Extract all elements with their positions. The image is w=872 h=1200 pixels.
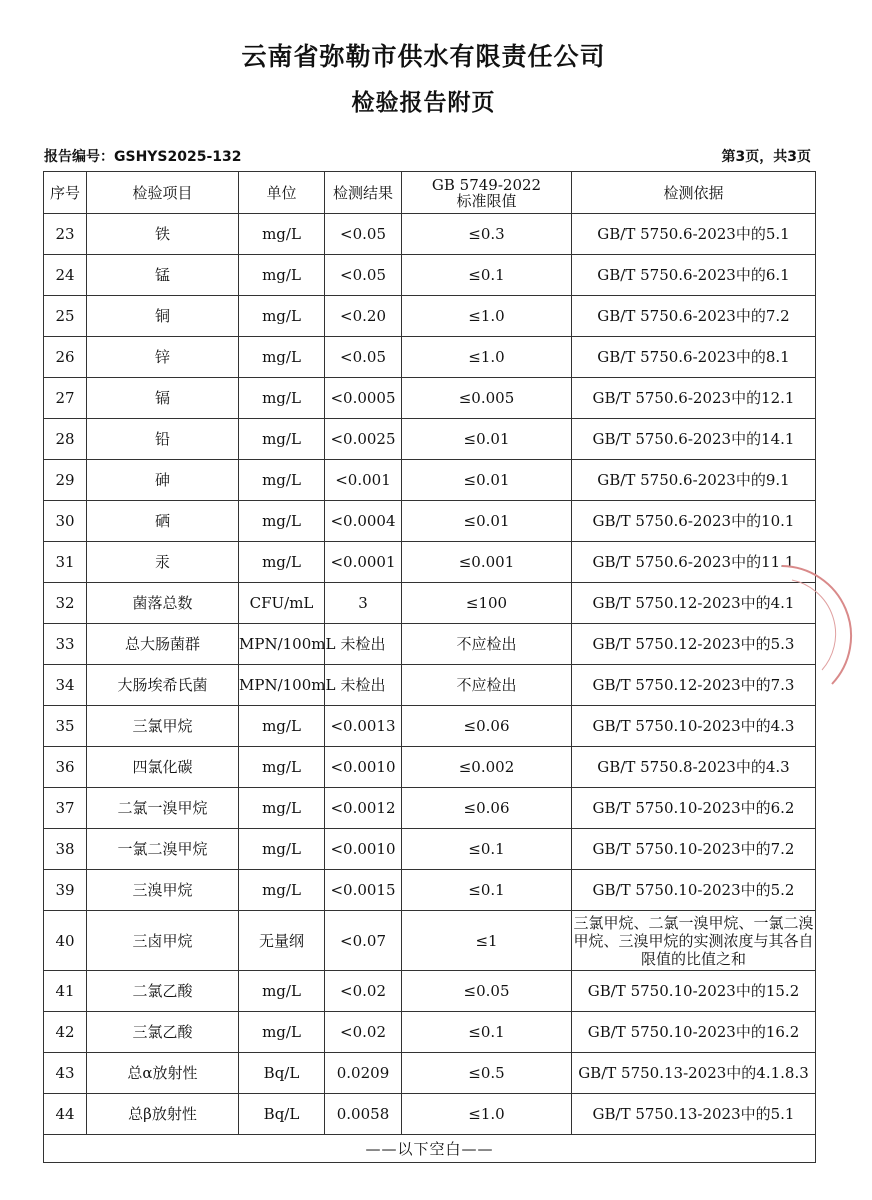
table-row <box>44 1094 816 1135</box>
cell-unit: mg/L <box>239 501 325 542</box>
cell-result: <0.0025 <box>325 419 402 460</box>
cell-limit: ≤1.0 <box>402 1094 572 1135</box>
col-header-standard: GB 5749-2022 <box>431 175 542 194</box>
cell-limit: ≤0.1 <box>402 255 572 296</box>
cell-item: 大肠埃希氏菌 <box>87 665 239 706</box>
cell-limit: ≤0.001 <box>402 542 572 583</box>
cell-item: 汞 <box>87 542 239 583</box>
cell-basis: GB/T 5750.13-2023中的4.1.8.3 <box>572 1053 816 1094</box>
cell-basis: GB/T 5750.6-2023中的5.1 <box>572 214 816 255</box>
cell-result: <0.0001 <box>325 542 402 583</box>
cell-limit: ≤0.002 <box>402 747 572 788</box>
cell-basis: GB/T 5750.6-2023中的14.1 <box>572 419 816 460</box>
results-table <box>43 171 816 1163</box>
cell-basis: GB/T 5750.6-2023中的6.1 <box>572 255 816 296</box>
cell-item: 砷 <box>87 460 239 501</box>
cell-result: <0.02 <box>325 1012 402 1053</box>
cell-unit: mg/L <box>239 829 325 870</box>
cell-item: 四氯化碳 <box>87 747 239 788</box>
cell-no: 39 <box>44 870 87 911</box>
cell-unit: mg/L <box>239 971 325 1012</box>
cell-unit: mg/L <box>239 378 325 419</box>
cell-basis: GB/T 5750.13-2023中的5.1 <box>572 1094 816 1135</box>
cell-result: <0.05 <box>325 337 402 378</box>
cell-limit: ≤0.01 <box>402 460 572 501</box>
cell-item: 三溴甲烷 <box>87 870 239 911</box>
cell-basis: GB/T 5750.6-2023中的7.2 <box>572 296 816 337</box>
cell-item: 铁 <box>87 214 239 255</box>
cell-limit: ≤1 <box>402 911 572 971</box>
cell-unit: mg/L <box>239 460 325 501</box>
cell-unit: mg/L <box>239 214 325 255</box>
cell-result: 0.0058 <box>325 1094 402 1135</box>
cell-basis: GB/T 5750.10-2023中的4.3 <box>572 706 816 747</box>
cell-limit: ≤0.05 <box>402 971 572 1012</box>
cell-item: 二氯乙酸 <box>87 971 239 1012</box>
cell-limit: ≤0.3 <box>402 214 572 255</box>
company-title: 云南省弥勒市供水有限责任公司 <box>241 42 606 71</box>
cell-result: <0.0012 <box>325 788 402 829</box>
cell-item: 二氯一溴甲烷 <box>87 788 239 829</box>
cell-no: 34 <box>44 665 87 706</box>
table-row <box>44 747 816 788</box>
table-row <box>44 1012 816 1053</box>
blank-below-note: ——以下空白—— <box>44 1135 816 1163</box>
cell-item: 镉 <box>87 378 239 419</box>
table-row <box>44 214 816 255</box>
cell-unit: MPN/100mL <box>239 665 325 706</box>
table-row <box>44 706 816 747</box>
table-row <box>44 1053 816 1094</box>
cell-item: 铅 <box>87 419 239 460</box>
cell-no: 26 <box>44 337 87 378</box>
cell-basis: GB/T 5750.6-2023中的10.1 <box>572 501 816 542</box>
cell-no: 37 <box>44 788 87 829</box>
cell-basis: GB/T 5750.12-2023中的4.1 <box>572 583 816 624</box>
cell-limit: ≤0.1 <box>402 870 572 911</box>
col-header-no: 序号 <box>44 172 87 214</box>
cell-result: <0.0010 <box>325 747 402 788</box>
cell-basis: GB/T 5750.10-2023中的7.2 <box>572 829 816 870</box>
col-header-limit-label: 标准限值 <box>456 191 517 210</box>
report-title: 检验报告附页 <box>351 90 496 116</box>
col-header-unit: 单位 <box>239 172 325 214</box>
table-row <box>44 255 816 296</box>
cell-unit: mg/L <box>239 706 325 747</box>
cell-basis: GB/T 5750.12-2023中的7.3 <box>572 665 816 706</box>
cell-no: 36 <box>44 747 87 788</box>
cell-limit: ≤0.1 <box>402 829 572 870</box>
table-row <box>44 971 816 1012</box>
cell-no: 38 <box>44 829 87 870</box>
cell-basis: GB/T 5750.6-2023中的8.1 <box>572 337 816 378</box>
table-body <box>44 214 816 1135</box>
cell-item: 总大肠菌群 <box>87 624 239 665</box>
col-header-item: 检验项目 <box>87 172 239 214</box>
cell-item: 总α放射性 <box>87 1053 239 1094</box>
cell-item: 锌 <box>87 337 239 378</box>
cell-result: <0.02 <box>325 971 402 1012</box>
cell-result: 未检出 <box>325 665 402 706</box>
table-row <box>44 583 816 624</box>
cell-item: 一氯二溴甲烷 <box>87 829 239 870</box>
cell-result: <0.0004 <box>325 501 402 542</box>
table-footer-row <box>44 1135 816 1163</box>
cell-limit: ≤0.06 <box>402 706 572 747</box>
cell-no: 40 <box>44 911 87 971</box>
table-row <box>44 296 816 337</box>
cell-no: 33 <box>44 624 87 665</box>
report-number: 报告编号：GSHYS2025-132 <box>44 149 242 165</box>
cell-unit: Bq/L <box>239 1053 325 1094</box>
cell-basis: GB/T 5750.10-2023中的6.2 <box>572 788 816 829</box>
cell-unit: mg/L <box>239 296 325 337</box>
cell-limit: 不应检出 <box>402 624 572 665</box>
cell-result: <0.0005 <box>325 378 402 419</box>
cell-result: <0.05 <box>325 214 402 255</box>
cell-item: 锰 <box>87 255 239 296</box>
cell-no: 31 <box>44 542 87 583</box>
cell-limit: ≤100 <box>402 583 572 624</box>
table-row <box>44 337 816 378</box>
cell-basis: GB/T 5750.10-2023中的16.2 <box>572 1012 816 1053</box>
cell-result: 未检出 <box>325 624 402 665</box>
cell-limit: ≤0.5 <box>402 1053 572 1094</box>
table-row <box>44 378 816 419</box>
cell-unit: 无量纲 <box>239 911 325 971</box>
cell-no: 28 <box>44 419 87 460</box>
cell-no: 32 <box>44 583 87 624</box>
cell-no: 29 <box>44 460 87 501</box>
cell-result: 0.0209 <box>325 1053 402 1094</box>
cell-result: <0.0010 <box>325 829 402 870</box>
table-row <box>44 788 816 829</box>
cell-no: 30 <box>44 501 87 542</box>
cell-no: 27 <box>44 378 87 419</box>
cell-unit: mg/L <box>239 255 325 296</box>
cell-result: <0.0013 <box>325 706 402 747</box>
cell-basis: 三氯甲烷、二氯一溴甲烷、一氯二溴甲烷、三溴甲烷的实测浓度与其各自限值的比值之和 <box>572 911 816 971</box>
cell-no: 25 <box>44 296 87 337</box>
cell-no: 44 <box>44 1094 87 1135</box>
cell-result: 3 <box>325 583 402 624</box>
cell-no: 43 <box>44 1053 87 1094</box>
cell-result: <0.05 <box>325 255 402 296</box>
cell-unit: Bq/L <box>239 1094 325 1135</box>
cell-no: 42 <box>44 1012 87 1053</box>
cell-item: 三卤甲烷 <box>87 911 239 971</box>
cell-unit: mg/L <box>239 788 325 829</box>
cell-limit: ≤0.01 <box>402 501 572 542</box>
cell-no: 35 <box>44 706 87 747</box>
page-info: 第3页，共3页 <box>721 149 811 165</box>
cell-limit: ≤0.06 <box>402 788 572 829</box>
cell-unit: mg/L <box>239 1012 325 1053</box>
col-header-basis: 检测依据 <box>572 172 816 214</box>
cell-limit: ≤1.0 <box>402 337 572 378</box>
cell-unit: mg/L <box>239 419 325 460</box>
cell-basis: GB/T 5750.12-2023中的5.3 <box>572 624 816 665</box>
cell-basis: GB/T 5750.6-2023中的12.1 <box>572 378 816 419</box>
cell-basis: GB/T 5750.10-2023中的5.2 <box>572 870 816 911</box>
cell-limit: 不应检出 <box>402 665 572 706</box>
cell-unit: mg/L <box>239 337 325 378</box>
table-row <box>44 665 816 706</box>
cell-item: 硒 <box>87 501 239 542</box>
table-header-row <box>44 172 816 214</box>
cell-basis: GB/T 5750.10-2023中的15.2 <box>572 971 816 1012</box>
cell-item: 三氯乙酸 <box>87 1012 239 1053</box>
col-header-limit <box>402 172 572 214</box>
cell-item: 铜 <box>87 296 239 337</box>
col-header-result: 检测结果 <box>325 172 402 214</box>
cell-item: 三氯甲烷 <box>87 706 239 747</box>
cell-unit: mg/L <box>239 870 325 911</box>
cell-unit: mg/L <box>239 542 325 583</box>
cell-basis: GB/T 5750.8-2023中的4.3 <box>572 747 816 788</box>
cell-limit: ≤1.0 <box>402 296 572 337</box>
cell-no: 23 <box>44 214 87 255</box>
cell-result: <0.20 <box>325 296 402 337</box>
cell-unit: CFU/mL <box>239 583 325 624</box>
cell-result: <0.001 <box>325 460 402 501</box>
cell-unit: mg/L <box>239 747 325 788</box>
cell-basis: GB/T 5750.6-2023中的11.1 <box>572 542 816 583</box>
table-row <box>44 460 816 501</box>
cell-result: <0.07 <box>325 911 402 971</box>
table-row <box>44 911 816 971</box>
cell-limit: ≤0.01 <box>402 419 572 460</box>
cell-no: 41 <box>44 971 87 1012</box>
table-row <box>44 829 816 870</box>
table-row <box>44 419 816 460</box>
table-row <box>44 542 816 583</box>
table-row <box>44 501 816 542</box>
cell-no: 24 <box>44 255 87 296</box>
cell-limit: ≤0.1 <box>402 1012 572 1053</box>
table-row <box>44 870 816 911</box>
cell-basis: GB/T 5750.6-2023中的9.1 <box>572 460 816 501</box>
cell-unit: MPN/100mL <box>239 624 325 665</box>
table-row <box>44 624 816 665</box>
cell-item: 总β放射性 <box>87 1094 239 1135</box>
cell-result: <0.0015 <box>325 870 402 911</box>
cell-limit: ≤0.005 <box>402 378 572 419</box>
cell-item: 菌落总数 <box>87 583 239 624</box>
